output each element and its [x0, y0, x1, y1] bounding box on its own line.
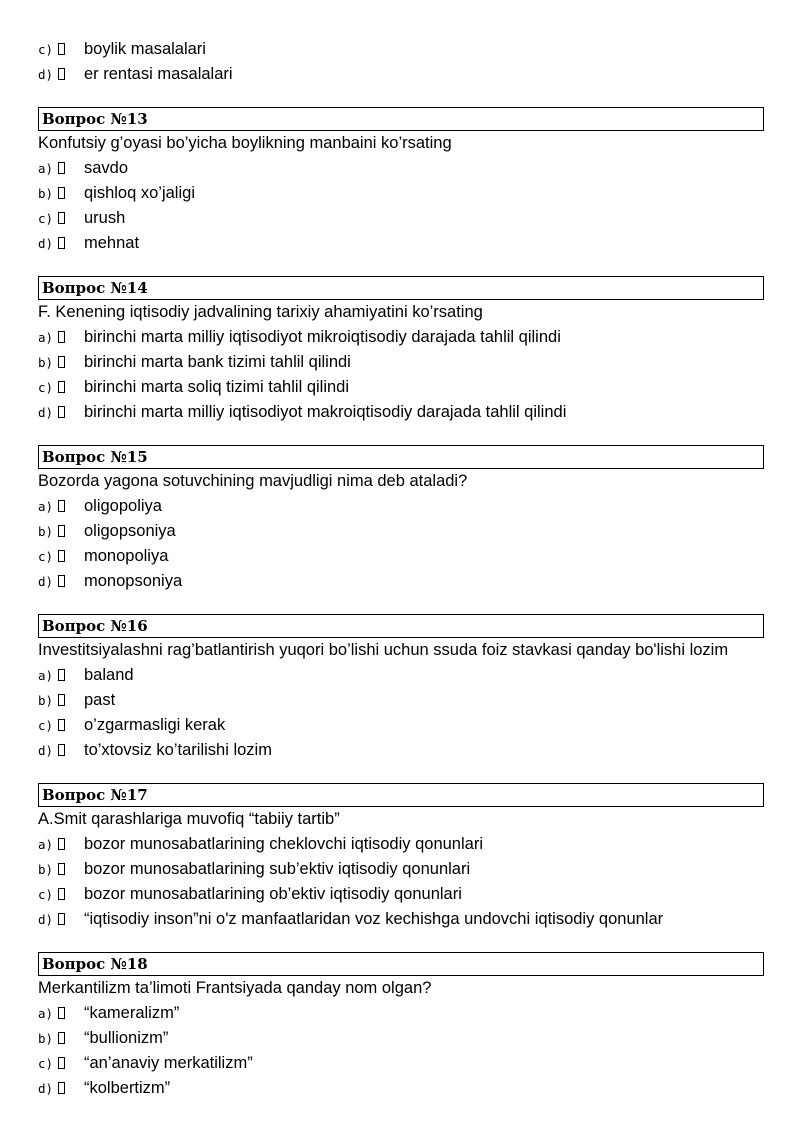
option-row[interactable]: [38, 206, 764, 231]
option-row[interactable]: [38, 350, 764, 375]
option-row[interactable]: [38, 1051, 764, 1076]
option-letter: d): [38, 574, 54, 589]
question-block: [38, 445, 764, 594]
checkbox-icon[interactable]: [58, 550, 65, 562]
option-row[interactable]: [38, 857, 764, 882]
option-text: birinchi marta bank tizimi tahlil qilindi: [84, 353, 351, 371]
question-block: [38, 107, 764, 256]
option-row[interactable]: [38, 62, 764, 87]
question-block: [38, 952, 764, 1101]
option-row[interactable]: [38, 882, 764, 907]
checkbox-icon[interactable]: [58, 669, 65, 681]
option-text: birinchi marta milliy iqtisodiyot makroiqtisodiy darajada tahlil qilindi: [84, 403, 567, 421]
option-row[interactable]: [38, 325, 764, 350]
checkbox-icon[interactable]: [58, 381, 65, 393]
question-header: Вопрос №18: [38, 952, 764, 976]
option-letter: b): [38, 355, 54, 370]
question-header: Вопрос №13: [38, 107, 764, 131]
question-block: [38, 614, 764, 763]
option-text: qishloq xo’jaligi: [84, 184, 195, 202]
option-text: bozor munosabatlarining sub’ektiv iqtisodiy qonunlari: [84, 860, 471, 878]
question-text: F. Kenening iqtisodiy jadvalining tarixiy ahamiyatini ko’rsating: [38, 303, 483, 321]
option-letter: d): [38, 405, 54, 420]
question-text: Bozorda yagona sotuvchining mavjudligi nima deb ataladi?: [38, 472, 468, 490]
option-row[interactable]: [38, 1026, 764, 1051]
option-letter: c): [38, 718, 54, 733]
leading-options: [38, 37, 764, 87]
question-block: [38, 783, 764, 932]
option-letter: c): [38, 42, 54, 57]
option-text: to’xtovsiz ko’tarilishi lozim: [84, 741, 272, 759]
option-row[interactable]: [38, 832, 764, 857]
checkbox-icon[interactable]: [58, 187, 65, 199]
checkbox-icon[interactable]: [58, 1032, 65, 1044]
option-letter: c): [38, 380, 54, 395]
checkbox-icon[interactable]: [58, 237, 65, 249]
option-text: mehnat: [84, 234, 140, 252]
checkbox-icon[interactable]: [58, 694, 65, 706]
question-header: Вопрос №17: [38, 783, 764, 807]
option-letter: b): [38, 1031, 54, 1046]
option-letter: d): [38, 743, 54, 758]
option-letter: a): [38, 161, 54, 176]
checkbox-icon[interactable]: [58, 212, 65, 224]
option-letter: a): [38, 330, 54, 345]
question-text: Konfutsiy g’oyasi bo’yicha boylikning manbaini ko’rsating: [38, 134, 452, 152]
option-text: urush: [84, 209, 126, 227]
option-row[interactable]: [38, 713, 764, 738]
option-row[interactable]: [38, 231, 764, 256]
option-row[interactable]: [38, 738, 764, 763]
option-letter: b): [38, 524, 54, 539]
checkbox-icon[interactable]: [58, 331, 65, 343]
option-text: “bullionizm”: [84, 1029, 169, 1047]
checkbox-icon[interactable]: [58, 162, 65, 174]
checkbox-icon[interactable]: [58, 888, 65, 900]
question-text: A.Smit qarashlariga muvofiq “tabiiy tartib”: [38, 810, 340, 828]
option-text: birinchi marta milliy iqtisodiyot mikroiqtisodiy darajada tahlil qilindi: [84, 328, 561, 346]
checkbox-icon[interactable]: [58, 1007, 65, 1019]
option-text: savdo: [84, 159, 129, 177]
option-letter: d): [38, 236, 54, 251]
option-row[interactable]: [38, 688, 764, 713]
option-text: bozor munosabatlarining ob’ektiv iqtisodiy qonunlari: [84, 885, 462, 903]
option-text: oligopoliya: [84, 497, 162, 515]
option-row[interactable]: [38, 1076, 764, 1101]
option-row[interactable]: [38, 156, 764, 181]
checkbox-icon[interactable]: [58, 744, 65, 756]
question-header: Вопрос №14: [38, 276, 764, 300]
option-row[interactable]: [38, 519, 764, 544]
checkbox-icon[interactable]: [58, 913, 65, 925]
checkbox-icon[interactable]: [58, 525, 65, 537]
option-row[interactable]: [38, 1001, 764, 1026]
checkbox-icon[interactable]: [58, 68, 65, 80]
option-letter: b): [38, 862, 54, 877]
checkbox-icon[interactable]: [58, 863, 65, 875]
option-text: “an’anaviy merkatilizm”: [84, 1054, 253, 1072]
checkbox-icon[interactable]: [58, 1057, 65, 1069]
option-row[interactable]: [38, 907, 764, 932]
option-letter: a): [38, 668, 54, 683]
option-text: boylik masalalari: [84, 40, 206, 58]
option-letter: a): [38, 837, 54, 852]
option-text: monopsoniya: [84, 572, 183, 590]
checkbox-icon[interactable]: [58, 719, 65, 731]
option-text: baland: [84, 666, 134, 684]
option-text: monopoliya: [84, 547, 169, 565]
option-text: bozor munosabatlarining cheklovchi iqtisodiy qonunlari: [84, 835, 483, 853]
option-row[interactable]: [38, 181, 764, 206]
option-letter: a): [38, 1006, 54, 1021]
option-row[interactable]: [38, 663, 764, 688]
option-row[interactable]: [38, 494, 764, 519]
checkbox-icon[interactable]: [58, 1082, 65, 1094]
option-letter: d): [38, 67, 54, 82]
option-letter: a): [38, 499, 54, 514]
question-document: [38, 37, 764, 1101]
checkbox-icon[interactable]: [58, 838, 65, 850]
option-text: er rentasi masalalari: [84, 65, 233, 83]
option-row[interactable]: [38, 544, 764, 569]
option-row[interactable]: [38, 375, 764, 400]
checkbox-icon[interactable]: [58, 500, 65, 512]
option-letter: b): [38, 693, 54, 708]
checkbox-icon[interactable]: [58, 406, 65, 418]
option-letter: c): [38, 1056, 54, 1071]
option-letter: d): [38, 1081, 54, 1096]
question-text: Investitsiyalashni rag’batlantirish yuqori bo’lishi uchun ssuda foiz stavkasi qanday bo'lishi lozim: [38, 641, 729, 659]
option-letter: c): [38, 887, 54, 902]
option-letter: b): [38, 186, 54, 201]
option-text: past: [84, 691, 116, 709]
option-text: “kolbertizm”: [84, 1079, 171, 1097]
option-text: oligopsoniya: [84, 522, 176, 540]
option-text: “iqtisodiy inson”ni o'z manfaatlaridan voz kechishga undovchi iqtisodiy qonunlar: [84, 910, 664, 928]
option-letter: d): [38, 912, 54, 927]
question-text: Merkantilizm ta’limoti Frantsiyada qanday nom olgan?: [38, 979, 432, 997]
option-letter: c): [38, 549, 54, 564]
option-text: “kameralizm”: [84, 1004, 180, 1022]
option-text: birinchi marta soliq tizimi tahlil qilindi: [84, 378, 350, 396]
question-header: Вопрос №16: [38, 614, 764, 638]
question-block: [38, 276, 764, 425]
question-header: Вопрос №15: [38, 445, 764, 469]
checkbox-icon[interactable]: [58, 575, 65, 587]
option-row[interactable]: [38, 400, 764, 425]
option-text: o’zgarmasligi kerak: [84, 716, 226, 734]
option-row[interactable]: [38, 569, 764, 594]
option-letter: c): [38, 211, 54, 226]
option-row[interactable]: [38, 37, 764, 62]
checkbox-icon[interactable]: [58, 356, 65, 368]
checkbox-icon[interactable]: [58, 43, 65, 55]
